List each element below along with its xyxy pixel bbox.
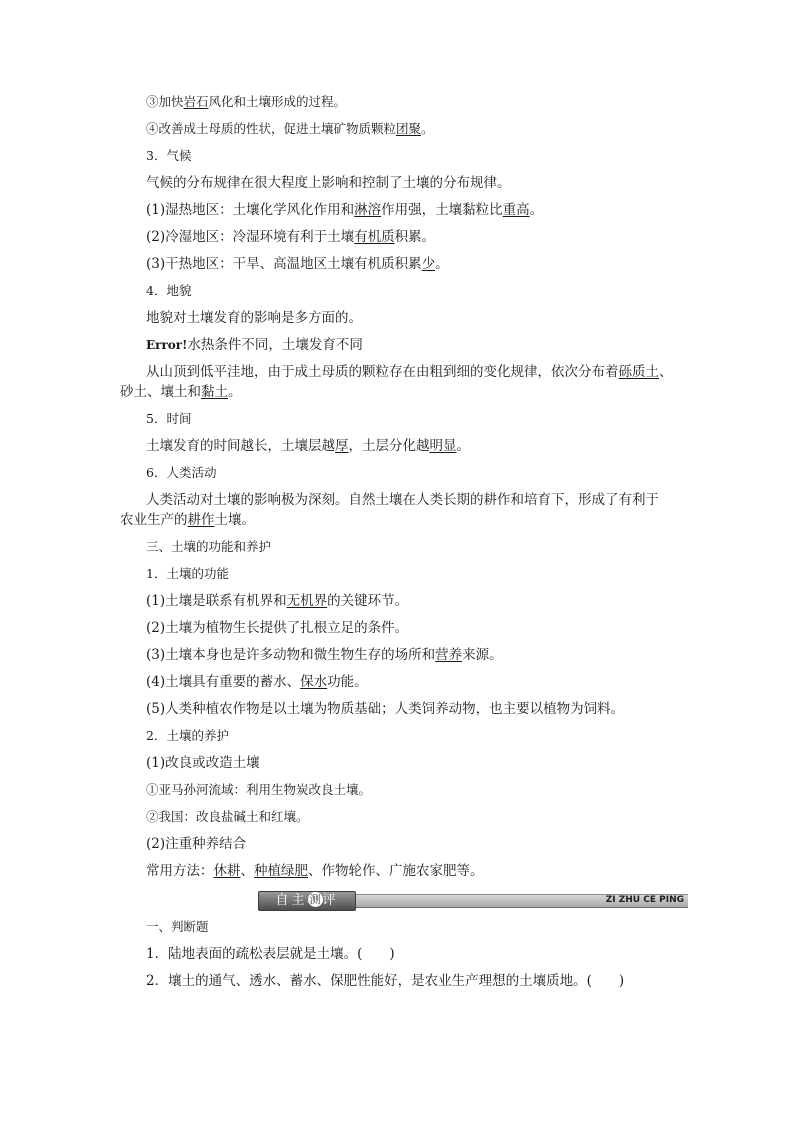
document-body bbox=[120, 93, 684, 999]
text-line: 气候的分布规律在很大程度上影响和控制了土壤的分布规律。 bbox=[146, 175, 511, 191]
banner-pinyin: ZI ZHU CE PING bbox=[605, 895, 684, 905]
underlined-term: 明显 bbox=[429, 438, 457, 454]
quiz-question: 2．壤土的通气、透水、蓄水、保肥性能好，是农业生产理想的土壤质地。( ) bbox=[146, 973, 625, 989]
text: (4)土壤具有重要的蓄水、 bbox=[146, 674, 301, 690]
banner-text: 评 bbox=[322, 893, 339, 908]
text: 、 bbox=[240, 863, 254, 879]
section-heading: 1．土壤的功能 bbox=[146, 566, 229, 581]
text-line bbox=[120, 862, 680, 889]
banner-label bbox=[258, 891, 356, 911]
underlined-term: 保水 bbox=[300, 674, 328, 690]
quiz-question: 1．陆地表面的疏松表层就是土壤。( ) bbox=[146, 946, 395, 962]
text-line: 地貌对土壤发育的影响是多方面的。 bbox=[146, 310, 362, 326]
text: 砂土、壤土和 bbox=[120, 384, 201, 400]
text: 。 bbox=[435, 256, 449, 272]
text-line bbox=[120, 437, 680, 464]
underlined-term: 种植绿肥 bbox=[254, 863, 308, 879]
text-line bbox=[120, 592, 680, 619]
text-line: (5)人类种植农作物是以土壤为物质基础；人类饲养动物，也主要以植物为饲料。 bbox=[146, 701, 625, 717]
text-line: 人类活动对土壤的影响极为深刻。自然土壤在人类长期的耕作和培育下，形成了有利于 bbox=[146, 492, 659, 508]
quiz-heading: 一、判断题 bbox=[146, 919, 209, 934]
underlined-term: 有机质 bbox=[354, 229, 395, 245]
text-line bbox=[120, 336, 680, 363]
text-line bbox=[120, 93, 680, 120]
text: ④改善成土母质的性状，促进土壤矿物质颗粒 bbox=[146, 121, 397, 136]
underlined-term: 黏土 bbox=[201, 384, 228, 400]
text: 。 bbox=[421, 121, 434, 136]
text: ③加快 bbox=[146, 94, 184, 109]
banner-text: 自主 bbox=[275, 893, 308, 908]
text: 水热条件不同，土壤发育不同 bbox=[187, 337, 363, 353]
underlined-term: 砾质土 bbox=[618, 364, 659, 380]
underlined-term: 无机界 bbox=[286, 593, 328, 609]
underlined-term: 耕作 bbox=[187, 512, 215, 528]
text-line bbox=[120, 646, 680, 673]
banner-circle-char: 测 bbox=[309, 893, 321, 906]
text: ，土层分化越 bbox=[348, 438, 430, 454]
text: 、 bbox=[659, 364, 673, 380]
text: 农业生产的 bbox=[120, 512, 188, 528]
error-marker: Error! bbox=[146, 338, 188, 352]
text: (1)湿热地区：土壤化学风化作用和 bbox=[146, 202, 355, 218]
text-line: (2)土壤为植物生长提供了扎根立足的条件。 bbox=[146, 620, 409, 636]
text-line: ②我国：改良盐碱土和红壤。 bbox=[146, 809, 309, 824]
text: 风化和土壤形成的过程。 bbox=[208, 94, 347, 109]
text-line bbox=[120, 363, 680, 383]
underlined-term: 淋溶 bbox=[354, 202, 382, 218]
text: (3)土壤本身也是许多动物和微生物生存的场所和 bbox=[146, 647, 436, 663]
text-line bbox=[120, 120, 680, 147]
text: (3)干热地区：干旱、高温地区土壤有机质积累 bbox=[146, 256, 422, 272]
text-line: (1)改良或改造土壤 bbox=[146, 755, 260, 771]
text: 。 bbox=[228, 384, 242, 400]
text-line bbox=[120, 383, 680, 410]
underlined-term: 重高 bbox=[502, 202, 530, 218]
underlined-term: 少 bbox=[421, 256, 436, 272]
text-line bbox=[120, 255, 680, 282]
text-line bbox=[120, 511, 680, 538]
text-line: ①亚马孙河流域：利用生物炭改良土壤。 bbox=[146, 782, 372, 797]
text: 。 bbox=[529, 202, 544, 218]
section-heading: 5．时间 bbox=[146, 411, 192, 426]
text: 。 bbox=[456, 438, 470, 454]
section-heading: 4．地貌 bbox=[146, 283, 192, 298]
section-heading: 6．人类活动 bbox=[146, 465, 217, 480]
text: (2)冷湿地区：冷湿环境有利于土壤 bbox=[146, 229, 355, 245]
underlined-term: 营养 bbox=[435, 647, 463, 663]
section-heading: 三、土壤的功能和养护 bbox=[146, 539, 272, 554]
section-heading: 2．土壤的养护 bbox=[146, 728, 229, 743]
text: 的关键环节。 bbox=[327, 593, 409, 609]
text: 作用强，土壤黏粒比 bbox=[381, 202, 503, 218]
text: 功能。 bbox=[327, 674, 368, 690]
text: 从山顶到低平洼地，由于成土母质的颗粒存在由粗到细的变化规律，依次分布着 bbox=[146, 364, 619, 380]
underlined-term: 岩石 bbox=[183, 94, 209, 109]
self-assessment-banner bbox=[258, 891, 688, 909]
underlined-term: 厚 bbox=[335, 438, 349, 454]
text: 来源。 bbox=[462, 647, 503, 663]
text: 土壤发育的时间越长，土壤层越 bbox=[146, 438, 335, 454]
section-heading: 3．气候 bbox=[146, 148, 192, 163]
text-line bbox=[120, 228, 680, 255]
text-line bbox=[120, 201, 680, 228]
underlined-term: 团聚 bbox=[396, 121, 422, 136]
text: (1)土壤是联系有机界和 bbox=[146, 593, 287, 609]
text-line bbox=[120, 673, 680, 700]
text: 积累。 bbox=[394, 229, 436, 245]
text: 土壤。 bbox=[214, 512, 255, 528]
text: 常用方法： bbox=[146, 863, 214, 879]
text: 、作物轮作、广施农家肥等。 bbox=[308, 863, 484, 879]
text-line: (2)注重种养结合 bbox=[146, 836, 247, 852]
underlined-term: 休耕 bbox=[213, 863, 241, 879]
